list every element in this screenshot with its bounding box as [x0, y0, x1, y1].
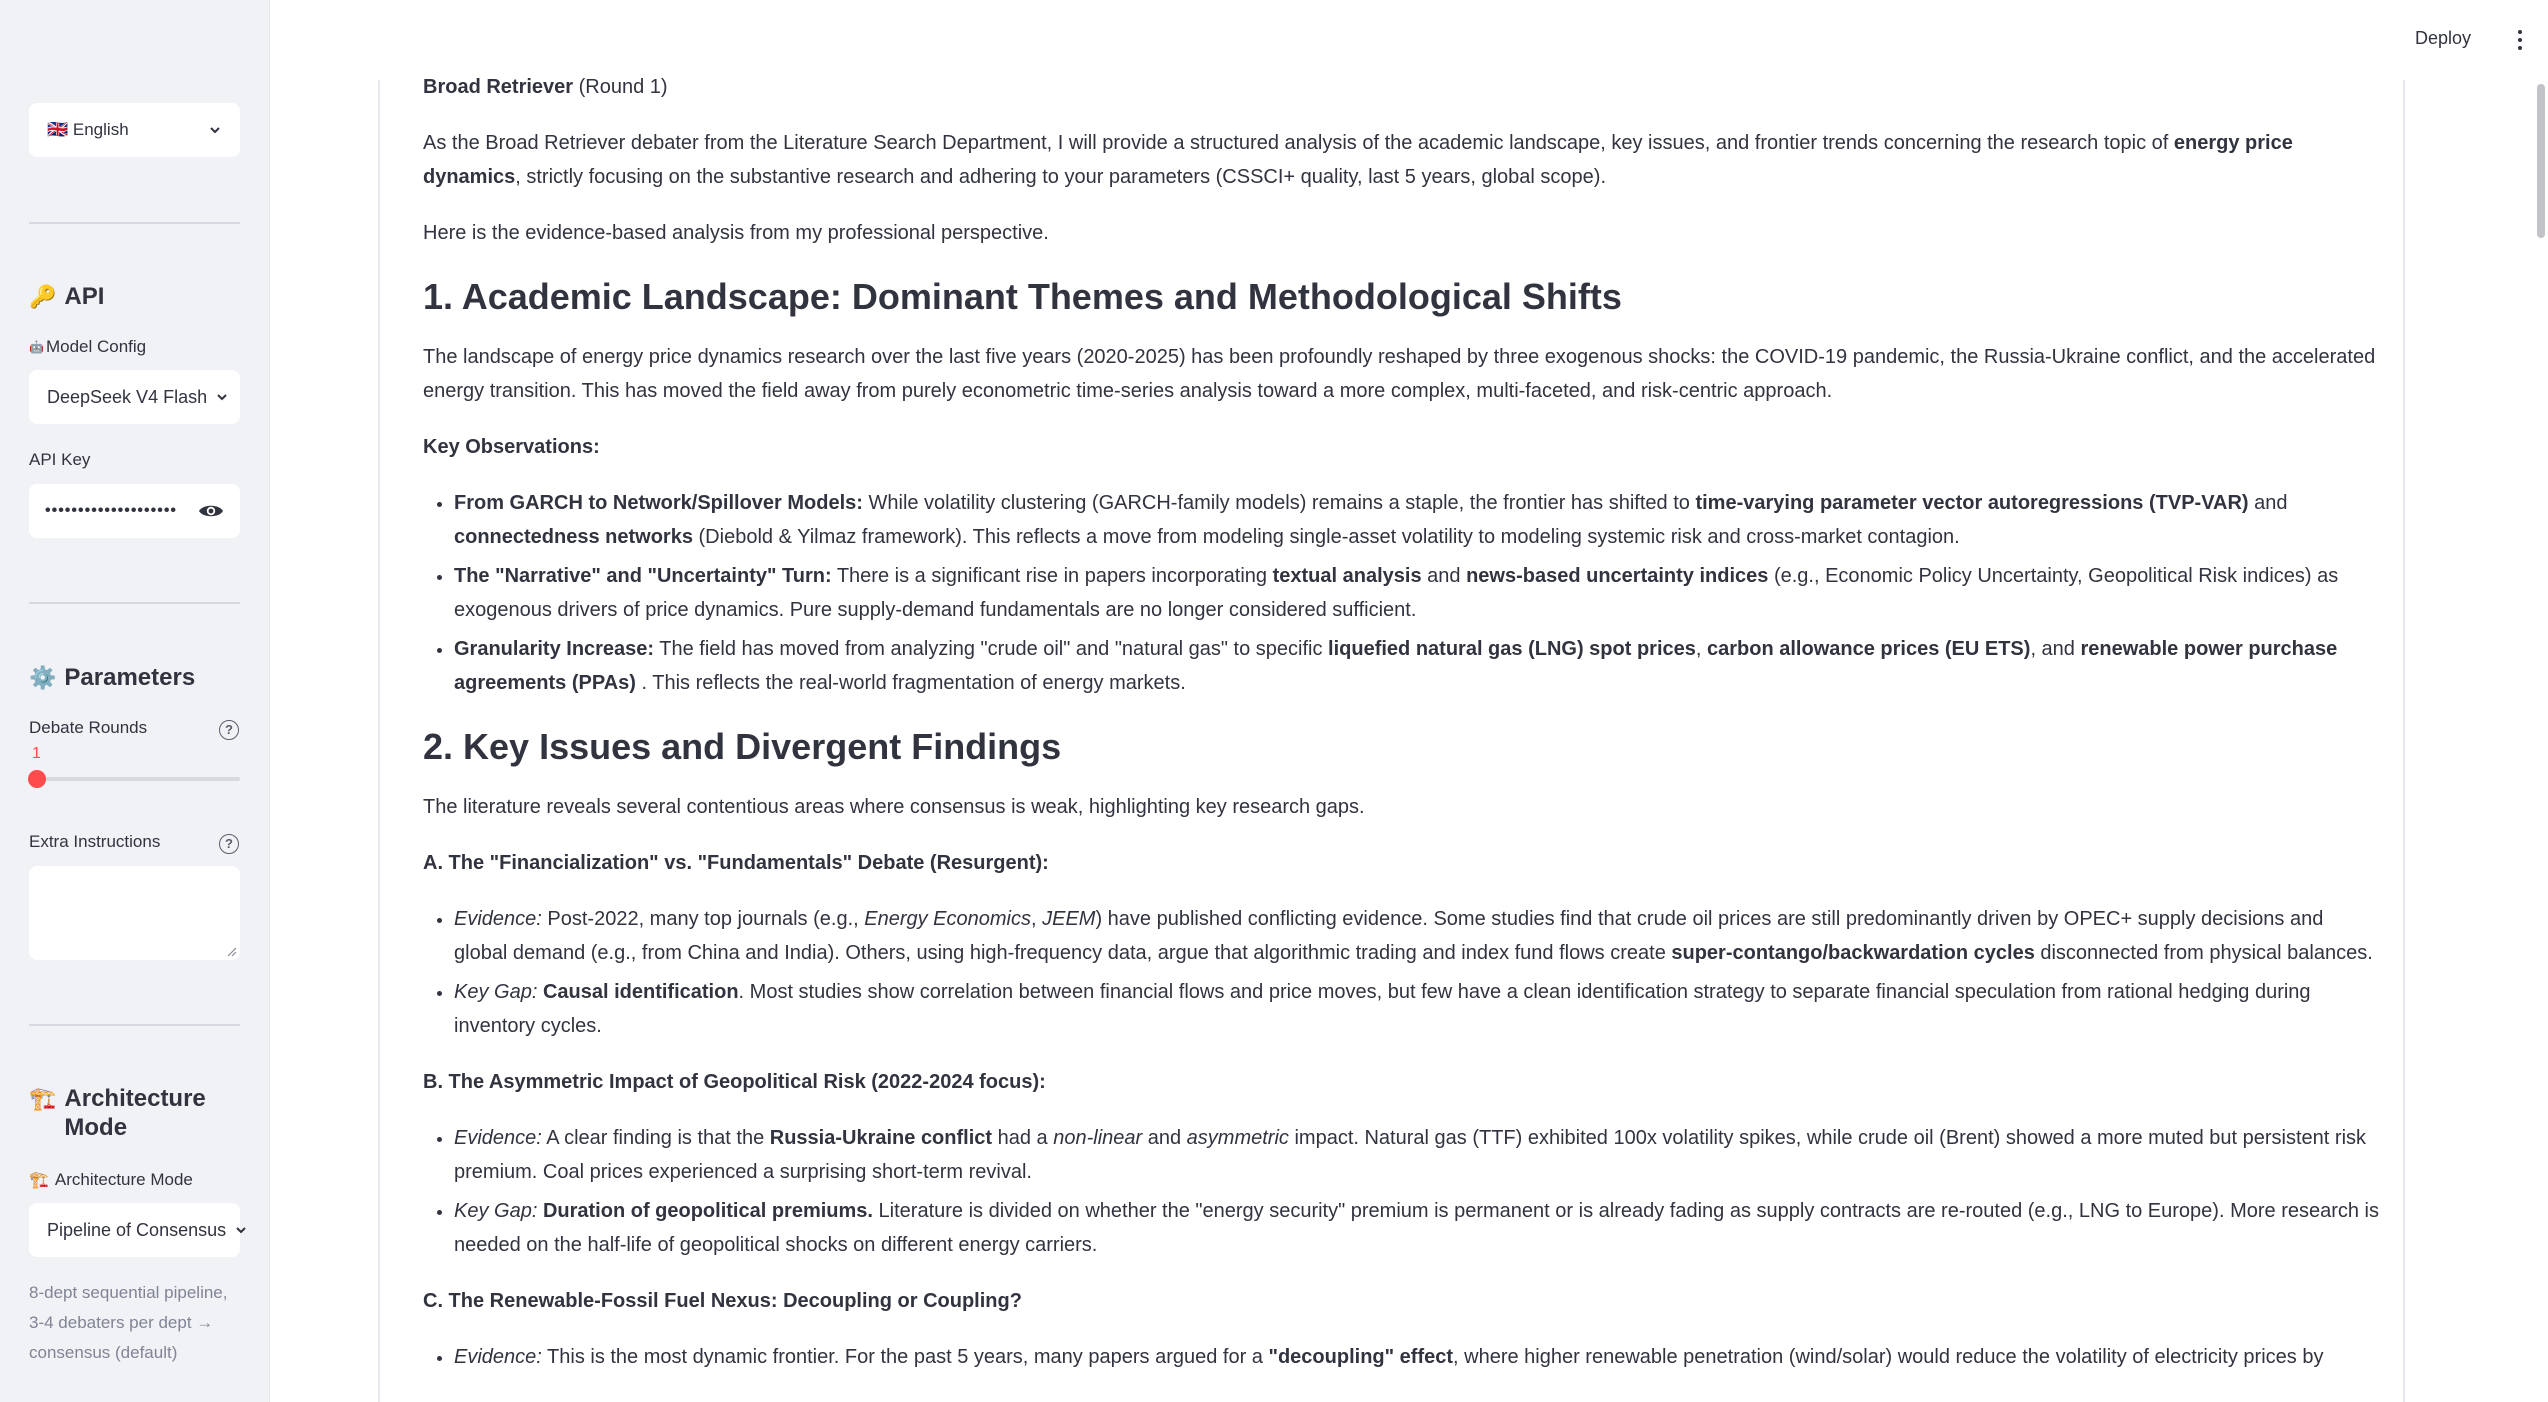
scrollbar-thumb[interactable]: [2537, 84, 2545, 238]
debate-rounds-label: Debate Rounds: [29, 718, 148, 737]
subsection-c-list: [454, 1340, 2381, 1374]
model-config-value: DeepSeek V4 Flash: [47, 386, 208, 407]
more-options-icon[interactable]: [2510, 28, 2530, 52]
debate-rounds-slider-handle[interactable]: [28, 770, 46, 788]
sidebar: [0, 0, 270, 1402]
robot-icon: 🤖: [29, 340, 44, 354]
subsection-a-title: A. The "Financialization" vs. "Fundamentals" Debate (Resurgent):: [423, 852, 1049, 874]
architecture-mode-label: [29, 1170, 193, 1190]
section-1-paragraph: The landscape of energy price dynamics research over the last five years (2020-2025) has been profoundly reshaped by three exogenous shocks: the COVID-19 pandemic, the Russia-Ukraine conflict, and the accelerated energy transition. This has moved the field away from purely econometric time-series analysis toward a more complex, multi-faceted, and risk-centric approach.: [423, 346, 2376, 402]
subsection-b-list: [454, 1121, 2381, 1262]
chevron-down-icon: [208, 123, 222, 137]
section-2-paragraph: The literature reveals several contentious areas where consensus is weak, highlighting key research gaps.: [423, 796, 1365, 818]
help-icon[interactable]: ?: [219, 834, 239, 854]
language-select[interactable]: [29, 103, 240, 157]
extra-instructions-textarea[interactable]: [29, 866, 240, 960]
list-item: • Granularity Increase: The field has moved from analyzing "crude oil" and "natural gas" to specific liquefied natural gas (LNG) spot prices, carbon allowance prices (EU ETS), and renewable power purchase agreements (PPAs) . This reflects the real-world fragmentation of energy markets.: [454, 632, 2381, 700]
building-construction-icon: 🏗️: [29, 1086, 57, 1111]
sidebar-divider: [29, 222, 240, 224]
list-item: • From GARCH to Network/Spillover Models: While volatility clustering (GARCH-family models) remains a staple, the frontier has shifted to time-varying parameter vector autoregressions (TVP-VAR) and connectedness networks (Diebold & Yilmaz framework). This reflects a move from modeling single-asset volatility to modeling systemic risk and cross-market contagion.: [454, 486, 2381, 554]
model-config-label-text: Model Config: [45, 337, 147, 356]
sidebar-divider: [29, 602, 240, 604]
app-header: [270, 0, 2548, 80]
architecture-mode-label-text: Architecture Mode: [54, 1170, 193, 1189]
speaker-round: (Round 1): [573, 76, 668, 98]
language-select-value: 🇬🇧 English: [47, 120, 129, 139]
chevron-down-icon: [234, 1223, 248, 1237]
extra-instructions-label: Extra Instructions: [29, 832, 161, 851]
intro-paragraph-2: Here is the evidence-based analysis from my professional perspective.: [423, 222, 1049, 244]
key-observations-list: [454, 486, 2381, 700]
api-section-title: [29, 282, 244, 311]
architecture-mode-value: Pipeline of Consensus: [47, 1219, 227, 1240]
intro-paragraph: As the Broad Retriever debater from the Literature Search Department, I will provide a structured analysis of the academic landscape, key issues, and frontier trends concerning the research topic of energy price dynamics, strictly focusing on the substantive research and adhering to your parameters (CSSCI+ quality, last 5 years, global scope).: [423, 132, 2293, 188]
subsection-a-list: [454, 902, 2381, 1043]
debate-message: [423, 70, 2381, 1396]
sidebar-divider: [29, 1024, 240, 1026]
eye-icon[interactable]: [198, 502, 224, 520]
architecture-section-title: [29, 1084, 244, 1142]
scrollbar[interactable]: [2534, 80, 2548, 1402]
architecture-mode-caption: 8-dept sequential pipeline, 3-4 debaters per dept → consensus (default): [29, 1283, 228, 1362]
subsection-b-title: B. The Asymmetric Impact of Geopolitical Risk (2022-2024 focus):: [423, 1071, 1046, 1093]
key-observations-label: Key Observations:: [423, 436, 600, 458]
list-item: • Key Gap: Causal identification. Most studies show correlation between financial flows and price moves, but few have a clean identification strategy to separate financial speculation from rational hedging during inventory cycles.: [454, 975, 2381, 1043]
message-container-border: [2403, 80, 2405, 1402]
resize-handle-icon[interactable]: [227, 947, 237, 957]
speaker-line: [423, 70, 2381, 104]
speaker-name: Broad Retriever: [423, 76, 574, 98]
debate-rounds-value: 1: [32, 745, 41, 762]
list-item: • Evidence: Post-2022, many top journals (e.g., Energy Economics, JEEM) have published conflicting evidence. Some studies find that crude oil prices are still predominantly driven by OPEC+ supply decisions and global demand (e.g., from China and India). Others, using high-frequency data, argue that algorithmic trading and index fund flows create super-contango/backwardation cycles disconnected from physical balances.: [454, 902, 2381, 970]
model-config-label: [29, 337, 146, 357]
gear-icon: ⚙️: [29, 665, 57, 690]
architecture-title-text: Architecture Mode: [64, 1085, 206, 1141]
model-config-select[interactable]: [29, 370, 240, 424]
api-key-label: API Key: [29, 450, 91, 469]
parameters-title-text: Parameters: [64, 664, 196, 691]
key-icon: 🔑: [29, 284, 57, 309]
list-item: • Key Gap: Duration of geopolitical premiums. Literature is divided on whether the "energy security" premium is permanent or is already fading as supply contracts are re-routed (e.g., LNG to Europe). More research is needed on the half-life of geopolitical shocks on different energy carriers.: [454, 1194, 2381, 1262]
parameters-section-title: [29, 663, 244, 692]
api-key-value: ••••••••••••••••••••: [45, 502, 178, 519]
architecture-mode-select[interactable]: [29, 1203, 240, 1257]
message-container-border: [378, 80, 380, 1402]
api-key-input[interactable]: [29, 484, 240, 538]
list-item: • Evidence: A clear finding is that the Russia-Ukraine conflict had a non-linear and asymmetric impact. Natural gas (TTF) exhibited 100x volatility spikes, while crude oil (Brent) showed a more muted but persistent risk premium. Coal prices experienced a surprising short-term revival.: [454, 1121, 2381, 1189]
section-heading-2: 2. Key Issues and Divergent Findings: [423, 726, 1062, 767]
building-construction-icon: 🏗️: [29, 1172, 49, 1189]
api-title-text: API: [64, 283, 105, 310]
help-icon[interactable]: ?: [219, 720, 239, 740]
subsection-c-title: C. The Renewable-Fossil Fuel Nexus: Decoupling or Coupling?: [423, 1290, 1022, 1312]
chevron-down-icon: [215, 390, 229, 404]
list-item: • Evidence: This is the most dynamic frontier. For the past 5 years, many papers argued for a "decoupling" effect, where higher renewable penetration (wind/solar) would reduce the volatility of electricity prices by: [454, 1340, 2381, 1374]
section-heading-1: 1. Academic Landscape: Dominant Themes and Methodological Shifts: [423, 276, 1622, 317]
deploy-button[interactable]: Deploy: [2414, 28, 2471, 48]
debate-rounds-slider-track[interactable]: [37, 777, 240, 781]
list-item: • The "Narrative" and "Uncertainty" Turn: There is a significant rise in papers incorporating textual analysis and news-based uncertainty indices (e.g., Economic Policy Uncertainty, Geopolitical Risk indices) as exogenous drivers of price dynamics. Pure supply-demand fundamentals are no longer considered sufficient.: [454, 559, 2381, 627]
